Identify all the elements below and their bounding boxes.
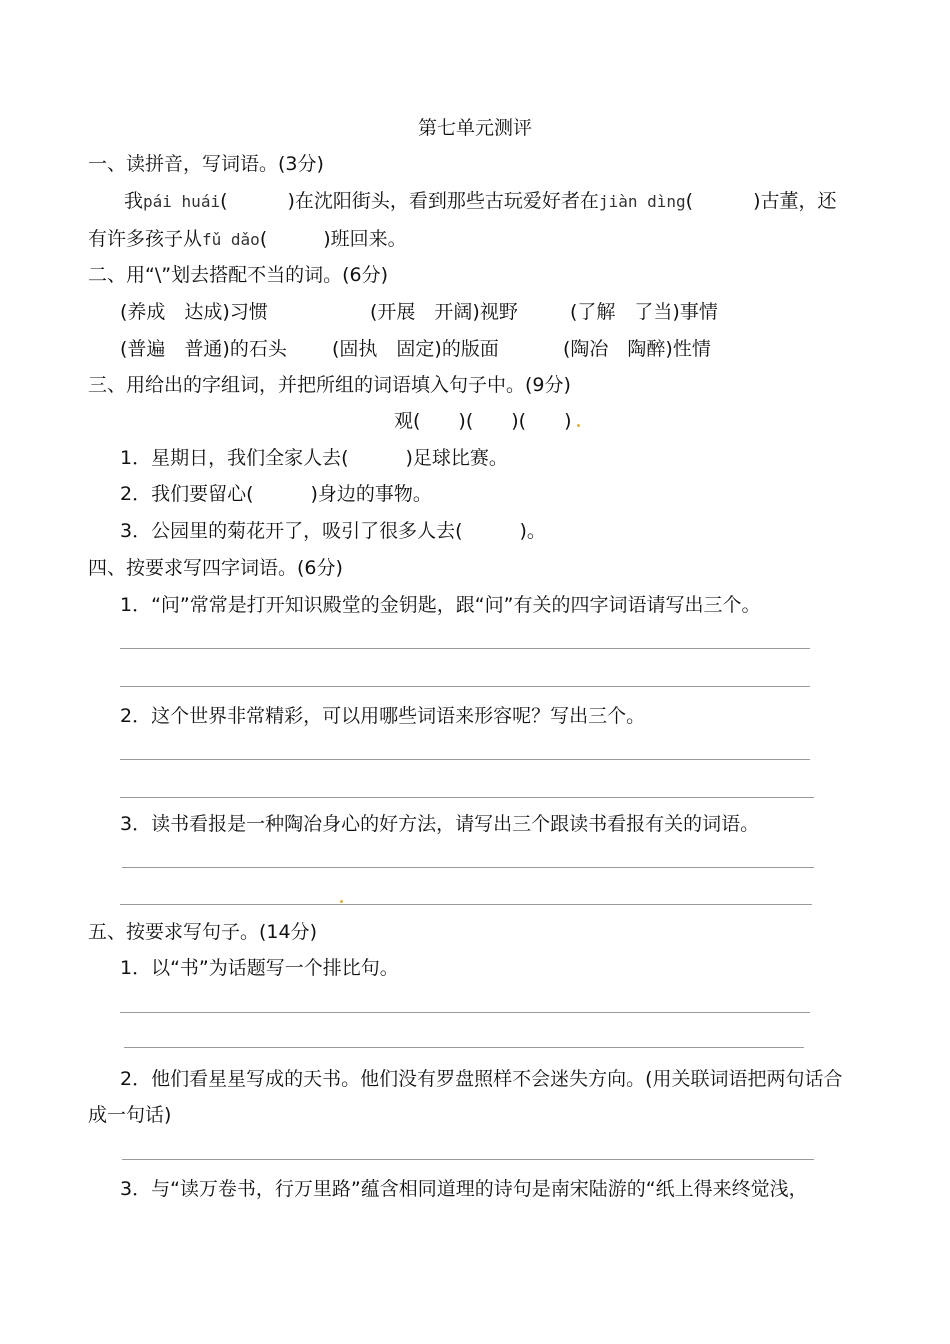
stray-mark bbox=[577, 424, 580, 427]
answer-line[interactable] bbox=[122, 867, 814, 868]
section-5-question-1: 1．以“书”为话题写一个排比句。 bbox=[120, 957, 399, 979]
answer-line[interactable] bbox=[120, 648, 810, 649]
section-3-heading: 三、用给出的字组词，并把所组的词语填入句子中。(9分) bbox=[88, 374, 571, 396]
page-title: 第七单元测评 bbox=[417, 117, 532, 139]
section-3-question-3[interactable]: 3．公园里的菊花开了，吸引了很多人去( )。 bbox=[120, 520, 546, 542]
text-end: 古董，还 bbox=[760, 190, 837, 212]
answer-line[interactable] bbox=[120, 904, 812, 905]
text-tail: 班回来。 bbox=[330, 228, 407, 250]
section-5-question-3: 3．与“读万卷书，行万里路”蕴含相同道理的诗句是南宋陆游的“纸上得来终觉浅， bbox=[120, 1178, 808, 1200]
section-2-heading: 二、用“\”划去搭配不当的词。(6分) bbox=[88, 264, 389, 286]
section-4-question-3: 3．读书看报是一种陶冶身心的好方法，请写出三个跟读书看报有关的词语。 bbox=[120, 813, 760, 835]
answer-line[interactable] bbox=[120, 1012, 810, 1013]
section-4-question-2: 2．这个世界非常精彩，可以用哪些词语来形容呢？写出三个。 bbox=[120, 705, 646, 727]
collocation-item[interactable]: (了解 了当)事情 bbox=[570, 301, 718, 323]
section-5-question-2: 2．他们看星星写成的天书。他们没有罗盘照样不会迷失方向。(用关联词语把两句话合 bbox=[120, 1068, 843, 1090]
answer-line[interactable] bbox=[120, 686, 810, 687]
text-wo: 我 bbox=[124, 190, 144, 212]
answer-line[interactable] bbox=[124, 1047, 804, 1048]
collocation-item[interactable]: (养成 达成)习惯 bbox=[120, 301, 268, 323]
section-1-heading: 一、读拼音，写词语。(3分) bbox=[88, 153, 324, 175]
section-1-line-1: 我pái huái( )在沈阳街头，看到那些古玩爱好者在jiàn dìng( )古董，还 bbox=[124, 190, 837, 212]
section-5-question-2-cont: 成一句话) bbox=[88, 1104, 172, 1126]
collocation-item[interactable]: (固执 固定)的版面 bbox=[332, 338, 499, 360]
text-mid: 在沈阳街头，看到那些古玩爱好者在 bbox=[294, 190, 599, 212]
collocation-item[interactable]: (开展 开阔)视野 bbox=[370, 301, 518, 323]
collocation-item[interactable]: (陶冶 陶醉)性情 bbox=[563, 338, 711, 360]
answer-line[interactable] bbox=[120, 797, 814, 798]
answer-line[interactable] bbox=[122, 1159, 814, 1160]
character-guan-line[interactable]: 观( )( )( ) bbox=[394, 410, 572, 432]
pinyin-jianding: jiàn dìng bbox=[598, 192, 686, 211]
stray-mark bbox=[340, 900, 343, 903]
section-3-question-1[interactable]: 1．星期日，我们全家人去( )足球比赛。 bbox=[120, 447, 508, 469]
pinyin-paihuai: pái huái bbox=[143, 192, 221, 211]
section-3-question-2[interactable]: 2．我们要留心( )身边的事物。 bbox=[120, 483, 432, 505]
answer-line[interactable] bbox=[120, 759, 810, 760]
text-start: 有许多孩子从 bbox=[88, 228, 203, 250]
section-4-heading: 四、按要求写四字词语。(6分) bbox=[88, 557, 343, 579]
section-1-line-2: 有许多孩子从fǔ dǎo( )班回来。 bbox=[88, 228, 407, 250]
section-4-question-1: 1．“问”常常是打开知识殿堂的金钥匙，跟“问”有关的四字词语请写出三个。 bbox=[120, 594, 761, 616]
section-5-heading: 五、按要求写句子。(14分) bbox=[88, 921, 318, 943]
pinyin-fudao: fǔ dǎo bbox=[202, 230, 260, 249]
collocation-item[interactable]: (普遍 普通)的石头 bbox=[120, 338, 287, 360]
